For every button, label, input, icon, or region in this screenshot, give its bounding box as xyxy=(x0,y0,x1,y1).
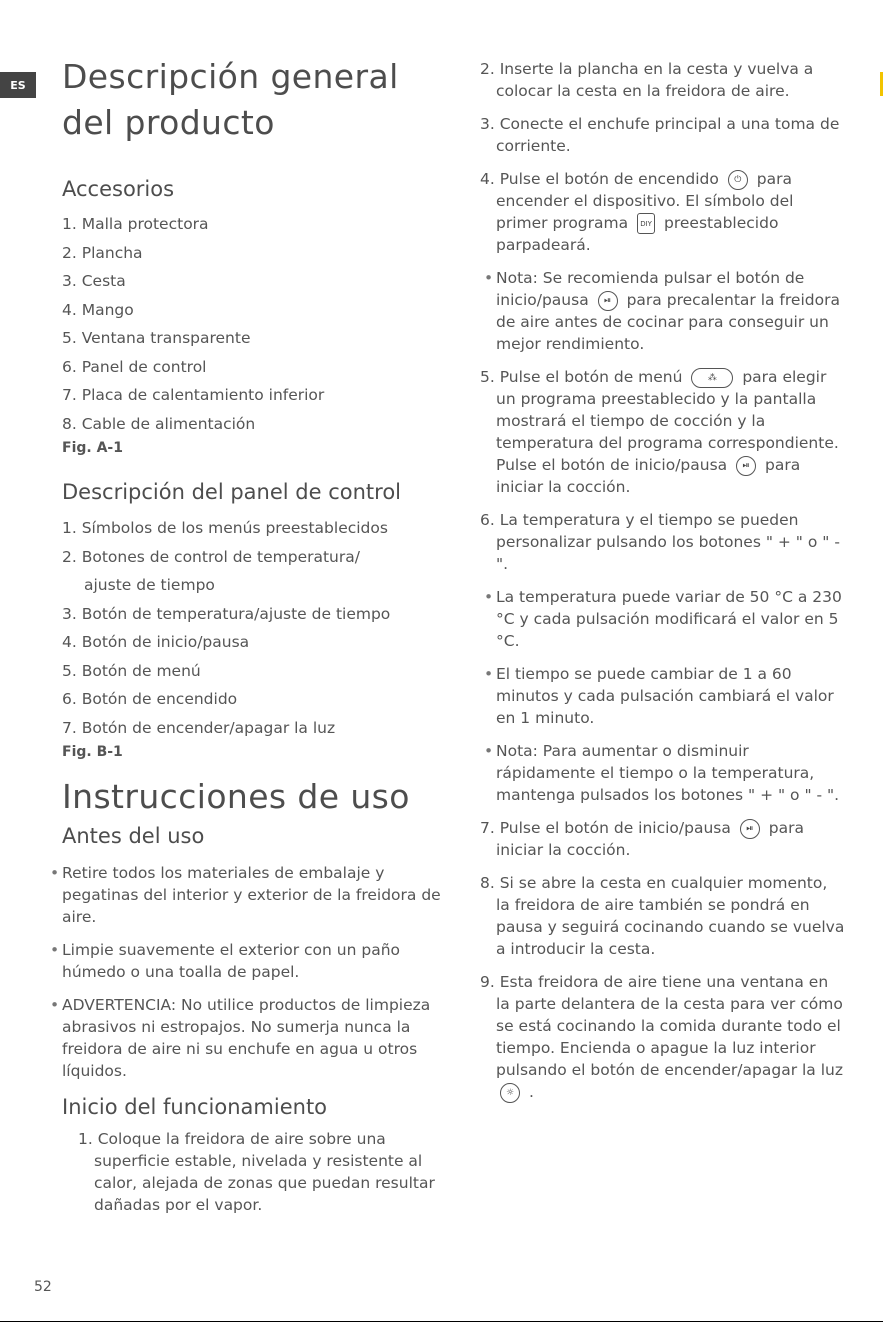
list-item: • ADVERTENCIA: No utilice productos de limpieza abrasivos ni estropajos. No sumerja nunca la freidora de aire ni su enchufe en agua u otros líquidos. xyxy=(62,994,447,1082)
list-item xyxy=(480,817,845,861)
step5-text-a: 5. Pulse el botón de menú xyxy=(480,368,683,386)
list-item: 3. Cesta xyxy=(62,272,126,290)
list-item: 5. Ventana transparente xyxy=(62,329,251,347)
list-item: 6. Botón de encendido xyxy=(62,690,238,708)
list-item xyxy=(480,366,845,498)
step5-text-c: para iniciar la cocción. xyxy=(496,456,801,496)
left-column xyxy=(62,54,447,1227)
step9-text-a: 9. Esta freidora de aire tiene una ventana en la parte delantera de la cesta para ver cómo se está cocinando la comida durante todo el tiempo. Encienda o apague la luz interior pulsando el botón de encender/apagar la luz xyxy=(480,973,844,1079)
right-column xyxy=(480,58,845,1114)
list-item: 4. Botón de inicio/pausa xyxy=(62,633,250,651)
title-line-2: del producto xyxy=(62,103,275,142)
list-item: • El tiempo se puede cambiar de 1 a 60 minutos y cada pulsación cambiará el valor en 1 minuto. xyxy=(496,663,845,729)
accesorios-list xyxy=(62,210,447,438)
panel-list xyxy=(62,514,447,742)
nota-text-b: para precalentar la freidora de aire antes de cocinar para conseguir un mejor rendimiento. xyxy=(496,291,840,353)
list-item: 1. Coloque la freidora de aire sobre una superficie estable, nivelada y resistente al calor, alejada de zonas que puedan resultar dañadas por el vapor. xyxy=(78,1130,435,1214)
list-item: • La temperatura puede variar de 50 °C a 230 °C y cada pulsación modificará el valor en 5 °C. xyxy=(496,586,845,652)
play-pause-icon: ⏯ xyxy=(740,819,760,839)
uso-title: Instrucciones de uso xyxy=(62,777,410,816)
language-tab: ES xyxy=(0,72,36,98)
list-item: • Nota: Para aumentar o disminuir rápidamente el tiempo o la temperatura, mantenga pulsados los botones " + " o " - ". xyxy=(496,740,845,806)
list-item: 7. Botón de encender/apagar la luz xyxy=(62,718,336,737)
bottom-rule xyxy=(0,1321,883,1322)
list-item: ajuste de tiempo xyxy=(84,576,215,594)
preset-program-icon: DIY xyxy=(637,213,655,234)
nota-text-a: Nota: Se recomienda pulsar el botón de inicio/pausa xyxy=(496,269,805,309)
inicio-steps xyxy=(62,1128,447,1216)
steps-list-3 xyxy=(480,817,845,1103)
list-item xyxy=(480,971,845,1103)
list-item: • Limpie suavemente el exterior con un paño húmedo o una toalla de papel. xyxy=(62,939,447,983)
step7-text-a: 7. Pulse el botón de inicio/pausa xyxy=(480,819,731,837)
step9-text-b: . xyxy=(528,1083,534,1101)
title-line-1: Descripción general xyxy=(62,57,399,96)
list-item: 1. Símbolos de los menús preestablecidos xyxy=(62,519,388,537)
play-pause-icon: ⏯ xyxy=(736,456,756,476)
list-item: 8. Cable de alimentación xyxy=(62,414,256,433)
list-item xyxy=(496,267,845,355)
list-item: 1. Malla protectora xyxy=(62,215,209,233)
menu-icon: ⁂ xyxy=(691,368,733,388)
list-item: 4. Mango xyxy=(62,300,134,319)
figure-ref-a1: Fig. A-1 xyxy=(62,440,123,456)
list-item: 2. Plancha xyxy=(62,243,143,262)
list-item xyxy=(480,168,845,256)
antes-bullets xyxy=(62,862,447,1082)
antes-heading: Antes del uso xyxy=(62,824,205,848)
figure-ref-b1: Fig. B-1 xyxy=(62,744,123,760)
nota-bullets xyxy=(480,267,845,355)
step5-text-b: para elegir un programa preestablecido y la pantalla mostrará el tiempo de cocción y la temperatura del programa correspondiente. Pulse el botón de inicio/pausa xyxy=(496,368,839,474)
list-item: 5. Botón de menú xyxy=(62,661,201,680)
step4-text-a: 4. Pulse el botón de encendido xyxy=(480,170,719,188)
list-item: 6. La temperatura y el tiempo se pueden personalizar pulsando los botones " + " o " - ". xyxy=(480,511,840,573)
list-item: 3. Conecte el enchufe principal a una toma de corriente. xyxy=(480,115,840,155)
list-item: 2. Botones de control de temperatura/ xyxy=(62,547,360,566)
accesorios-heading: Accesorios xyxy=(62,177,175,201)
step6-bullets xyxy=(480,586,845,806)
step4-text-b: para encender el dispositivo. El símbolo del primer programa xyxy=(496,170,794,232)
page-number: 52 xyxy=(34,1279,52,1295)
page-title xyxy=(62,54,447,146)
light-bulb-icon: ☼ xyxy=(500,1083,520,1103)
play-pause-icon: ⏯ xyxy=(598,291,618,311)
list-item: 3. Botón de temperatura/ajuste de tiempo xyxy=(62,604,391,623)
steps-list-2 xyxy=(480,366,845,575)
list-item: 8. Si se abre la cesta en cualquier momento, la freidora de aire también se pondrá en pausa y seguirá cocinando cuando se vuelva a introducir la cesta. xyxy=(480,874,845,958)
list-item: 2. Inserte la plancha en la cesta y vuelva a colocar la cesta en la freidora de aire. xyxy=(480,60,814,100)
list-item: • Retire todos los materiales de embalaje y pegatinas del interior y exterior de la freidora de aire. xyxy=(62,862,447,928)
step7-text-b: para iniciar la cocción. xyxy=(496,819,804,859)
list-item: 7. Placa de calentamiento inferior xyxy=(62,386,325,404)
list-item: 6. Panel de control xyxy=(62,357,207,376)
inicio-heading: Inicio del funcionamiento xyxy=(62,1095,328,1119)
power-icon: ⏻ xyxy=(728,170,748,190)
panel-heading: Descripción del panel de control xyxy=(62,480,402,504)
step4-text-c: preestablecido parpadeará. xyxy=(496,214,779,254)
steps-list xyxy=(480,58,845,256)
